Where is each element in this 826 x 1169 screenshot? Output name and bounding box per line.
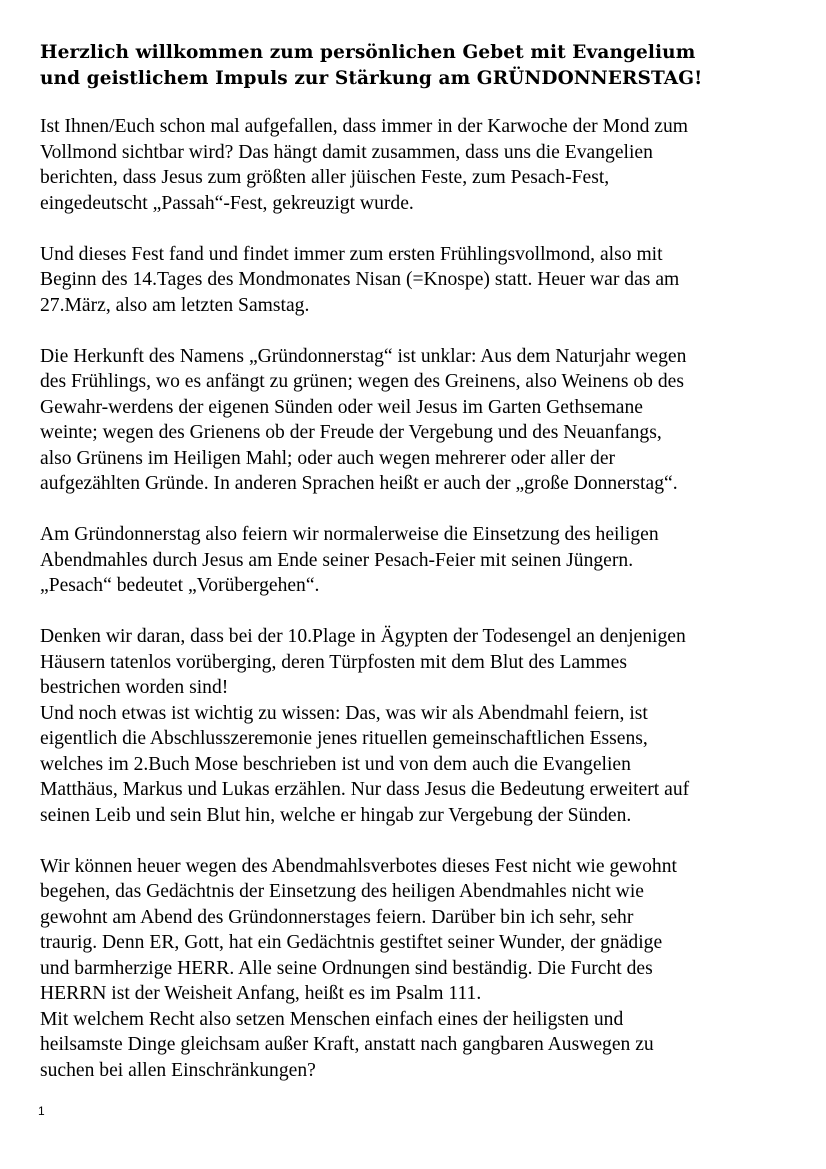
text-line: seinen Leib und sein Blut hin, welche er hingab zur Vergebung der Sünden. (40, 804, 632, 826)
document-title (40, 40, 786, 92)
text-line: berichten, dass Jesus zum größten aller jüischen Feste, zum Pesach-Fest, (40, 167, 610, 188)
paragraph (40, 624, 786, 701)
text-line: aufgezählten Gründe. In anderen Sprachen heißt er auch der „große Donnerstag“. (40, 473, 678, 494)
document-page (40, 40, 786, 1109)
text-line: Ist Ihnen/Euch schon mal aufgefallen, dass immer in der Karwoche der Mond zum (40, 116, 689, 137)
text-line: Mit welchem Recht also setzen Menschen einfach eines der heiligsten und (40, 1008, 624, 1030)
text-line: traurig. Denn ER, Gott, hat ein Gedächtnis gestiftet seiner Wunder, der gnädige (40, 932, 663, 953)
page-number: 1 (38, 1104, 45, 1118)
text-line: Am Gründonnerstag also feiern wir normalerweise die Einsetzung des heiligen (40, 524, 659, 545)
document-body (40, 114, 786, 1083)
paragraph (40, 1007, 786, 1084)
paragraph (40, 114, 786, 216)
text-line: „Pesach“ bedeutet „Vorübergehen“. (40, 575, 320, 596)
text-line: 27.März, also am letzten Samstag. (40, 294, 310, 316)
text-line: eigentlich die Abschlusszeremonie jenes rituellen gemeinschaftlichen Essens, (40, 728, 648, 749)
text-line: suchen bei allen Einschränkungen? (40, 1059, 316, 1081)
text-line: weinte; wegen des Grienens ob der Freude der Vergebung und des Neuanfangs, (40, 422, 662, 443)
text-line: Wir können heuer wegen des Abendmahlsverbotes dieses Fest nicht wie gewohnt (40, 855, 677, 877)
text-line: Denken wir daran, dass bei der 10.Plage in Ägypten der Todesengel an denjenigen (40, 626, 686, 647)
text-line: welches im 2.Buch Mose beschrieben ist und von dem auch die Evangelien (40, 753, 631, 775)
text-line: heilsamste Dinge gleichsam außer Kraft, anstatt nach gangbaren Auswegen zu (40, 1034, 654, 1055)
text-line: Beginn des 14.Tages des Mondmonates Nisan (=Knospe) statt. Heuer war das am (40, 269, 680, 290)
text-line: Die Herkunft des Namens „Gründonnerstag“ ist unklar: Aus dem Naturjahr wegen (40, 345, 687, 367)
paragraph (40, 854, 786, 1007)
text-line: bestrichen worden sind! (40, 677, 229, 698)
text-line: Gewahr-werdens der eigenen Sünden oder weil Jesus im Garten Gethsemane (40, 396, 643, 418)
text-line: Häusern tatenlos vorüberging, deren Türpfosten mit dem Blut des Lammes (40, 651, 627, 673)
title-line: Herzlich willkommen zum persönlichen Gebet mit Evangelium (40, 42, 696, 63)
paragraph (40, 344, 786, 497)
text-line: gewohnt am Abend des Gründonnerstages feiern. Darüber bin ich sehr, sehr (40, 906, 634, 928)
text-line: begehen, das Gedächtnis der Einsetzung des heiligen Abendmahles nicht wie (40, 881, 644, 902)
paragraph (40, 701, 786, 829)
text-line: also Grünens im Heiligen Mahl; oder auch wegen mehrerer oder aller der (40, 447, 616, 469)
text-line: Matthäus, Markus und Lukas erzählen. Nur dass Jesus die Bedeutung erweitert auf (40, 779, 690, 800)
text-line: Und noch etwas ist wichtig zu wissen: Das, was wir als Abendmahl feiern, ist (40, 702, 648, 724)
text-line: des Frühlings, wo es anfängt zu grünen; wegen des Greinens, also Weinens ob des (40, 371, 684, 392)
text-line: eingedeutscht „Passah“-Fest, gekreuzigt wurde. (40, 192, 414, 214)
text-line: Und dieses Fest fand und findet immer zum ersten Frühlingsvollmond, also mit (40, 243, 663, 265)
text-line: Vollmond sichtbar wird? Das hängt damit zusammen, dass uns die Evangelien (40, 141, 653, 163)
text-line: und barmherzige HERR. Alle seine Ordnungen sind beständig. Die Furcht des (40, 957, 653, 979)
paragraph (40, 242, 786, 319)
title-line: und geistlichem Impuls zur Stärkung am GRÜNDONNERSTAG! (40, 68, 703, 89)
paragraph (40, 522, 786, 599)
text-line: HERRN ist der Weisheit Anfang, heißt es im Psalm 111. (40, 983, 482, 1004)
text-line: Abendmahles durch Jesus am Ende seiner Pesach-Feier mit seinen Jüngern. (40, 549, 634, 571)
